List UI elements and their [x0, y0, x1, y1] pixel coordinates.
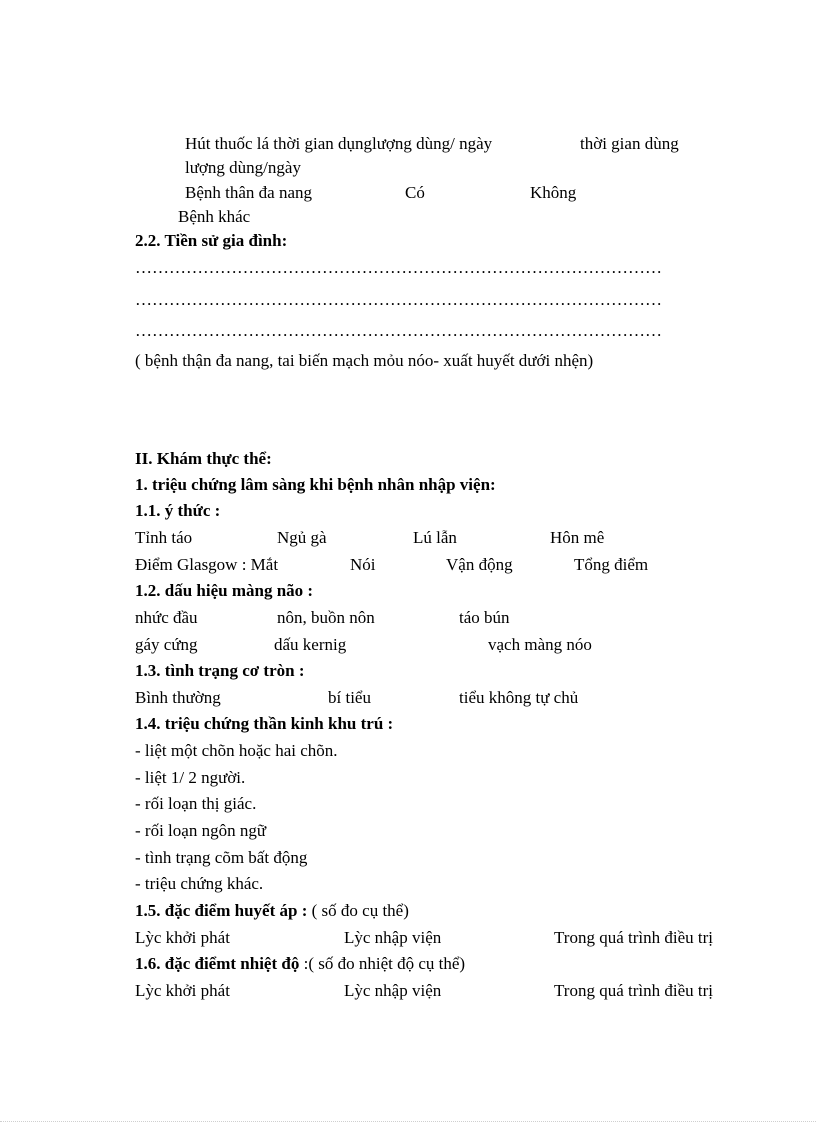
page-bottom-border: [0, 1121, 816, 1122]
glasgow-total-label: Tổng điểm: [574, 555, 649, 574]
dotted-fill-line[interactable]: …………………………………………………………………………………: [135, 321, 662, 340]
temperature-heading-bold: 1.6. đặc điểmt nhiệt độ: [135, 954, 300, 973]
family-history-heading: 2.2. Tiền sử gia đình:: [135, 231, 288, 250]
sphincter-incontinence: tiểu không tự chủ: [459, 688, 579, 707]
bp-onset: Lỳc khởi phát: [135, 928, 230, 947]
blood-pressure-heading-bold: 1.5. đặc điểm huyết áp :: [135, 901, 308, 920]
meningeal-kernig: dấu kernig: [274, 635, 347, 654]
focal-item: - tình trạng cõm bất động: [135, 848, 308, 867]
dotted-fill-line[interactable]: …………………………………………………………………………………: [135, 258, 662, 277]
meningeal-line: vạch màng nóo: [488, 635, 592, 654]
meningeal-constipation: táo bún: [459, 608, 510, 627]
blood-pressure-heading: [135, 901, 409, 921]
smoking-amount-label: lượng dùng/ngày: [185, 158, 301, 177]
temp-admission: Lỳc nhập viện: [344, 981, 442, 1000]
meningeal-vomiting: nôn, buồn nôn: [277, 608, 375, 627]
focal-item: - liệt 1/ 2 người.: [135, 768, 246, 787]
consciousness-heading: 1.1. ý thức :: [135, 501, 221, 520]
pkd-label: Bệnh thân đa nang: [185, 183, 312, 202]
sphincter-retention: bí tiểu: [328, 688, 371, 707]
glasgow-eyes-label: Điểm Glasgow : Mắt: [135, 555, 279, 574]
clinical-symptoms-heading: 1. triệu chứng lâm sàng khi bệnh nhân nhập viện:: [135, 475, 496, 494]
temp-treatment: Trong quá trình điều trị: [554, 981, 713, 1000]
pkd-yes-label: Có: [405, 183, 425, 202]
sphincter-heading: 1.3. tình trạng cơ tròn :: [135, 661, 305, 680]
blood-pressure-heading-note: ( số đo cụ thể): [307, 901, 409, 920]
focal-item: - rối loạn thị giác.: [135, 794, 257, 813]
consciousness-option-coma: Hôn mê: [550, 528, 605, 547]
glasgow-motor-label: Vận động: [446, 555, 513, 574]
physical-exam-heading: II. Khám thực thể:: [135, 449, 272, 468]
dotted-fill-line[interactable]: …………………………………………………………………………………: [135, 290, 662, 309]
temperature-heading: [135, 954, 465, 974]
smoking-line: Hút thuốc lá thời gian dụnglượng dùng/ ngày: [185, 134, 493, 153]
focal-item: - liệt một chõn hoặc hai chõn.: [135, 741, 338, 760]
sphincter-normal: Bình thường: [135, 688, 221, 707]
other-disease-label: Bệnh khác: [178, 207, 251, 226]
consciousness-option-alert: Tỉnh táo: [135, 528, 193, 547]
temp-onset: Lỳc khởi phát: [135, 981, 230, 1000]
focal-item: - triệu chứng khác.: [135, 874, 264, 893]
meningeal-heading: 1.2. dấu hiệu màng não :: [135, 581, 314, 600]
consciousness-option-confused: Lú lẫn: [413, 528, 457, 547]
meningeal-neck-stiffness: gáy cứng: [135, 635, 198, 654]
pkd-yes-option[interactable]: [405, 183, 425, 204]
focal-item: - rối loạn ngôn ngữ: [135, 821, 267, 840]
family-history-note: ( bệnh thận đa nang, tai biến mạch mỏu nóo- xuất huyết dưới nhện): [135, 351, 594, 370]
glasgow-verbal-label: Nói: [350, 555, 376, 574]
consciousness-option-drowsy: Ngủ gà: [277, 528, 327, 547]
meningeal-headache: nhức đầu: [135, 608, 198, 627]
temperature-heading-note: :( số đo nhiệt độ cụ thể): [299, 954, 466, 973]
bp-treatment: Trong quá trình điều trị: [554, 928, 713, 947]
smoking-time-label: thời gian dùng: [580, 134, 679, 153]
bp-admission: Lỳc nhập viện: [344, 928, 442, 947]
pkd-no-label: Không: [530, 183, 577, 202]
focal-heading: 1.4. triệu chứng thần kinh khu trú :: [135, 714, 394, 733]
